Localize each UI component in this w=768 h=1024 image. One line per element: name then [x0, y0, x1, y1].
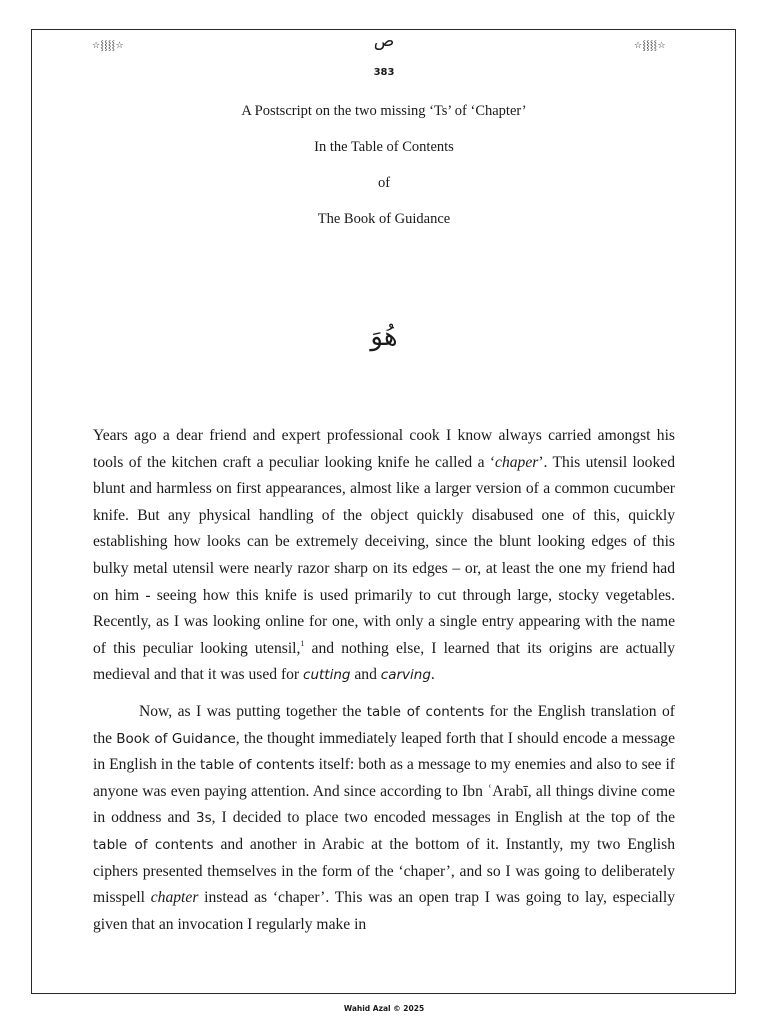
p2-chapter: chapter	[150, 889, 199, 907]
p1-part3: and nothing else, I learned that its origins are actually medieval and that it was used for	[93, 639, 675, 684]
p1-carving: carving	[380, 667, 431, 684]
footnote-marker: 1	[300, 638, 305, 648]
p2-toc-2: table of contents	[199, 757, 315, 774]
ornament-right: ☆⸾⸾⸾⸾☆	[634, 41, 667, 51]
p2-part2: for the English translation of the	[93, 702, 675, 747]
p2-part4: itself: both as a message to my enemies and also to see if anyone was even paying attention. And since according to Ibn ʿArabī, all things divine come in oddness and	[93, 756, 676, 827]
p2-toc-1: table of contents	[366, 703, 485, 720]
page-number: 383	[373, 67, 395, 78]
title-line-3: of	[377, 175, 391, 191]
p2-part1: Now, as I was putting together the	[139, 702, 367, 720]
title-line-4: The Book of Guidance	[317, 211, 451, 227]
p1-cutting: cutting	[303, 667, 351, 684]
title-line-2: In the Table of Contents	[314, 139, 454, 155]
p1-and: and	[350, 666, 381, 684]
p2-part7: instead as ‘chaper’. This was an open trap I was going to lay, especially given that an invocation I regularly make in	[93, 889, 675, 933]
ornament-left: ☆⸾⸾⸾⸾☆	[92, 41, 125, 51]
p2-part6: and another in Arabic at the bottom of it. Instantly, my two English ciphers presented themselves in the form of the ‘chaper’, and so I was going to deliberately misspell	[93, 835, 675, 907]
arabic-header-mark: ص	[373, 31, 395, 51]
invocation-huwa: هُوَ	[370, 322, 398, 352]
p2-threes: 3s	[196, 810, 212, 827]
p1-end: .	[430, 666, 435, 684]
p2-book-of-guidance: Book of Guidance	[116, 730, 236, 747]
p1-part2: ’. This utensil looked blunt and harmless on first appearances, almost like a larger version of a common cucumber knife. But any physical handling of the object quickly disabused one of this, quickly establishing how looks can be extremely deceiving, since the blunt looking edges of this bulky metal utensil were nearly razor sharp on its edges – or, at least the one my friend had on him - seeing how this knife is used primarily to cut through large, stocky vegetables. Recently, as I was looking online for one, with only a single entry appearing with the name of this peculiar looking utensil,	[93, 453, 675, 657]
p1-chaper: chaper	[495, 453, 539, 471]
paragraph-1	[93, 423, 675, 689]
paragraph-2	[93, 699, 675, 938]
footer-copyright: Wahid Azal © 2025	[343, 1004, 425, 1013]
title-line-1: A Postscript on the two missing ‘Ts’ of ‘Chapter’	[241, 103, 527, 119]
body-text	[93, 423, 675, 938]
p2-part5: , I decided to place two encoded messages in English at the top of the	[211, 809, 675, 827]
p1-part1: Years ago a dear friend and expert professional cook I know always carried amongst his tools of the kitchen craft a peculiar looking knife he called a ‘	[93, 427, 675, 471]
p2-toc-3: table of contents	[93, 836, 214, 853]
p2-part3: , the thought immediately leaped forth that I should encode a message in English in the	[93, 729, 676, 774]
